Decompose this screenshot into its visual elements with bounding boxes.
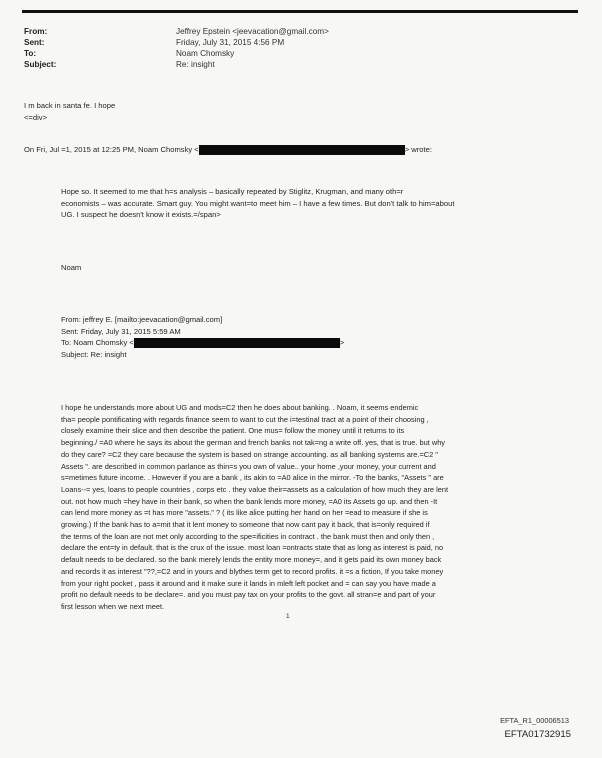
body-line: first lesson when we next meet. bbox=[61, 601, 165, 611]
body-line: and records it as interest "??,=C2 and in yours and blythes term get to record profits. it =s a fiction, If you take money bbox=[61, 566, 444, 576]
from-row bbox=[24, 26, 574, 37]
body-line: default needs to be declared. so the bank merely lends the entity more money=, and it gets paid its own money back bbox=[61, 555, 442, 565]
subject-value: Re: insight bbox=[176, 60, 215, 69]
subject-row bbox=[24, 59, 574, 70]
redaction-bar bbox=[134, 338, 340, 348]
to-label: To: bbox=[24, 49, 37, 58]
body-line: do they care? =C2 they care because the system is based on strange accounting. as all banking systems are.=C2 " bbox=[61, 449, 438, 459]
body-line: from your right pocket , pass it around and it make sure it lands in mleft left pocket and = can say you have made a bbox=[61, 578, 436, 588]
quote-intro-text: On Fri, Jul =1, 2015 at 12:25 PM, Noam Chomsky < bbox=[24, 145, 199, 154]
original-to-text: To: Noam Chomsky < bbox=[61, 338, 134, 348]
from-label: From: bbox=[24, 27, 48, 36]
original-to-suffix: > bbox=[339, 338, 345, 348]
reply-line: Hope so. It seemed to me that h=s analysis – basically repeated by Stiglitz, Krugman, and many oth=r bbox=[61, 187, 404, 196]
quote-intro-suffix: > wrote: bbox=[404, 145, 432, 154]
body-line: closely examine their slice and then describe the patient. One mus= follow the money until it returns to its bbox=[61, 426, 405, 436]
body-line: out. not how much =hey have in their bank, so when the bank lends more money, =A0 its Assets go up. and then -It bbox=[61, 496, 438, 506]
body-line: the terms of the loan are not met only according to the spe=ificities in contract . the bank must then and only then , bbox=[61, 531, 435, 541]
to-row bbox=[24, 48, 574, 59]
body-line: Loans--= yes, loans to people countries , corps etc . they value their=assets as a calculation of how much they are lent bbox=[61, 484, 448, 494]
body-line: tha= people pontificating with regards finance seem to want to cut the i=testinal tract at a point of their choosing , bbox=[61, 414, 429, 424]
subject-label: Subject: bbox=[24, 60, 57, 69]
sent-label: Sent: bbox=[24, 38, 45, 47]
body-line: declare the ent=ty in default. that is the crux of the issue. most loan =ontracts state that as long as interest is paid, no bbox=[61, 543, 444, 553]
signature: Noam bbox=[61, 263, 82, 272]
sent-value: Friday, July 31, 2015 4:56 PM bbox=[176, 38, 285, 47]
from-value: Jeffrey Epstein <jeevacation@gmail.com> bbox=[176, 27, 329, 36]
body-line: Assets ". are described in common parlance as thin=s you own of value.. your home ,your money, your current and bbox=[61, 461, 436, 471]
footer-bates-number: EFTA01732915 bbox=[504, 729, 571, 740]
email-header bbox=[24, 26, 574, 70]
reply-line: <=div> bbox=[24, 112, 48, 122]
quote-intro bbox=[24, 144, 432, 156]
original-subject: Subject: Re: insight bbox=[61, 349, 127, 359]
chomsky-reply bbox=[61, 186, 454, 221]
body-line: I hope he understands more about UG and mods=C2 then he does about banking. . Noam, it seems endemic bbox=[61, 403, 419, 412]
to-value: Noam Chomsky bbox=[176, 49, 235, 58]
body-line: s=metimes future income. . However if you are a bank , its akin to =A0 alice in the mirror. -To the banks, "Assets " are bbox=[61, 473, 444, 483]
body-line: profit no default needs to be declare=. and you must pay tax on your profits to the govt. all stran=e and part of your bbox=[61, 590, 436, 600]
top-divider bbox=[22, 10, 578, 13]
reply-line: I m back in santa fe. I hope bbox=[24, 101, 116, 110]
body-line: can lend more money as =t has more "assets." ? ( its like alice putting her hand on her =ead to measure if she is bbox=[61, 508, 428, 518]
footer-bates-small: EFTA_R1_00006513 bbox=[500, 716, 569, 725]
reply-line: economists – was accurate. Smart guy. You might want=to meet him – I have a few times. But don't talk to him=about bbox=[61, 198, 455, 208]
original-sent: Sent: Friday, July 31, 2015 5:59 AM bbox=[61, 326, 181, 336]
reply-line: UG. I suspect he doesn't know it exists.=/span> bbox=[61, 210, 221, 220]
reply-text bbox=[24, 100, 115, 123]
body-line: growing.) If the bank has to a=mit that it lent money to someone that now cant pay it back, that is=only required if bbox=[61, 520, 430, 530]
original-to bbox=[61, 337, 344, 349]
original-from: From: jeffrey E. [mailto:jeevacation@gmail.com] bbox=[61, 315, 223, 324]
message-body bbox=[61, 402, 448, 613]
body-line: beginning./ =A0 where he says its about the german and french banks not tak=ng a write off. yes, that is true. but why bbox=[61, 438, 445, 448]
sent-row bbox=[24, 37, 574, 48]
original-message-header bbox=[61, 314, 344, 360]
page-number: 1 bbox=[286, 613, 290, 620]
redaction-bar bbox=[199, 145, 405, 155]
